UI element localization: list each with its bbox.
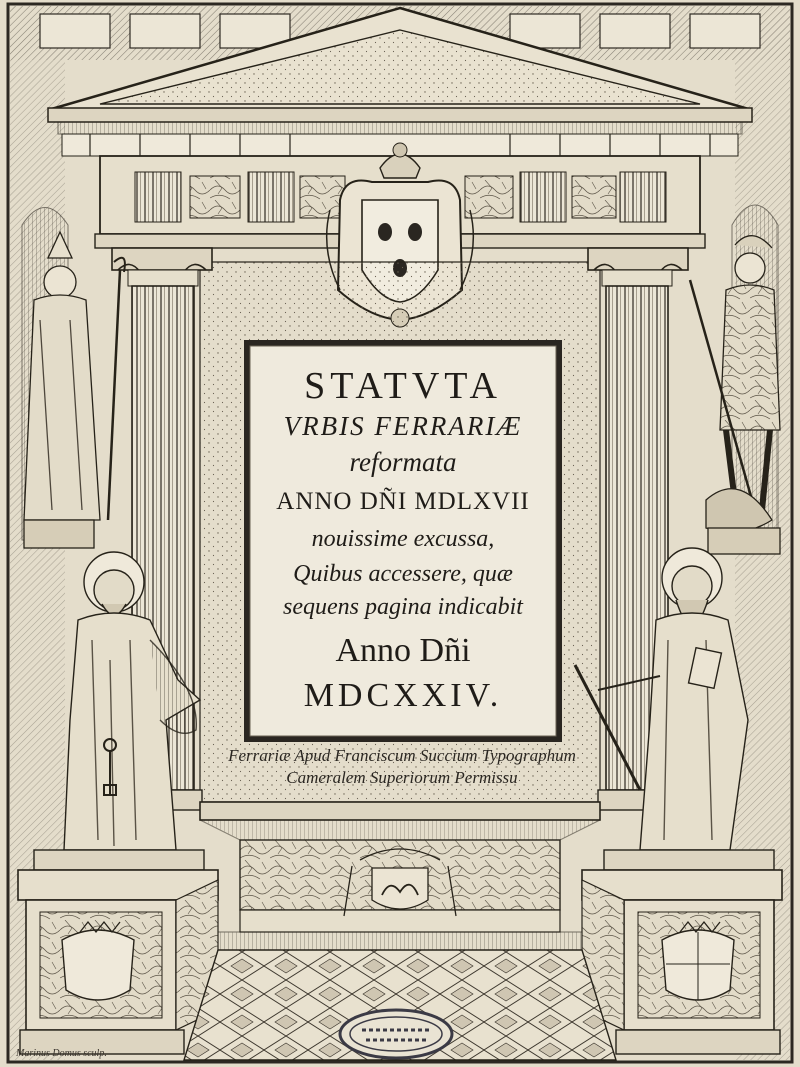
title-line-sequens: sequens pagina indicabit (283, 594, 523, 620)
imprint-line-publisher: Ferrariæ Apud Franciscum Succium Typographum (228, 746, 576, 765)
library-stamp (340, 1010, 452, 1058)
title-line-reformata: reformata (349, 447, 457, 477)
title-line-urbis-ferrariae: VRBIS FERRARIÆ (283, 411, 523, 441)
title-line-anno-1567: ANNO DÑI MDLXVII (276, 488, 530, 515)
imprint-line-permission: Cameralem Superiorum Permissu (286, 768, 518, 787)
title-line-nouissime: nouissime excussa, (311, 526, 495, 552)
title-line-year-1624: MDCXXIV. (303, 677, 503, 714)
engraver-signature: Marinus Domus sculp. (16, 1048, 107, 1059)
title-line-quibus: Quibus accessere, quæ (293, 561, 513, 587)
title-line-anno-dni: Anno Dñi (335, 632, 471, 669)
title-line-statuta: STATVTA (304, 365, 502, 407)
